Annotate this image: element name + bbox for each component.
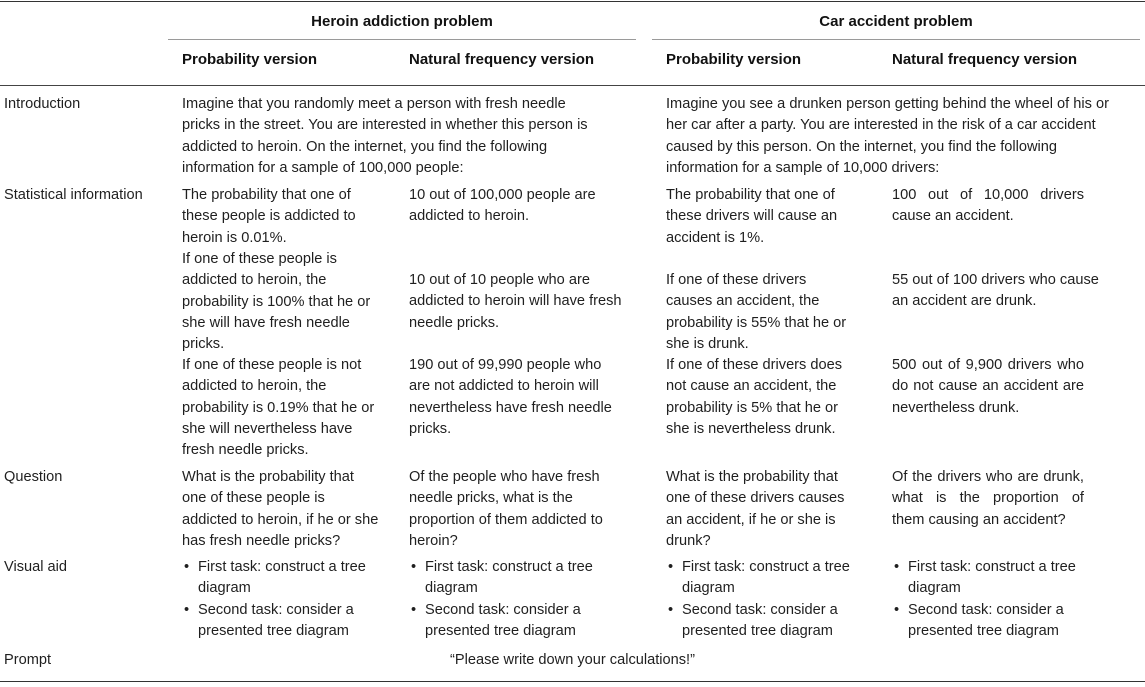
visual-aid-list-car-prob xyxy=(666,557,866,642)
visual-aid-item: • Second task: consider a presented tree diagram xyxy=(892,600,1092,643)
stat-heroin-prob-2: If one of these people is addicted to heroin, the probability is 100% that he or she will have fresh needle pricks. xyxy=(182,251,371,353)
visual-aid-item: • First task: construct a tree diagram xyxy=(409,557,609,600)
stat-car-prob-1: The probability that one of these drivers will cause an accident is 1%. xyxy=(666,187,838,246)
group-header-car: Car accident problem xyxy=(819,13,973,30)
stat-car-freq-1: 100 out of 10,000 drivers cause an accident. xyxy=(892,187,1084,225)
subheader-heroin-probability: Probability version xyxy=(182,51,318,68)
visual-aid-item: • Second task: consider a presented tree diagram xyxy=(409,600,609,643)
row-label-statistical-information: Statistical information xyxy=(4,187,143,203)
question-car-freq: Of the drivers who are drunk, what is the proportion of them causing an accident? xyxy=(892,469,1084,528)
stat-car-prob-2: If one of these drivers causes an accident, the probability is 55% that he or she is drunk. xyxy=(666,272,847,352)
header-bottom-rule xyxy=(0,85,1145,86)
row-label-visual-aid: Visual aid xyxy=(4,559,68,575)
visual-aid-item: • Second task: consider a presented tree diagram xyxy=(666,600,866,643)
stat-heroin-prob-3: If one of these people is not addicted to heroin, the probability is 0.19% that he or she will nevertheless have fresh needle pricks. xyxy=(182,357,375,459)
question-heroin-prob: What is the probability that one of these people is addicted to heroin, if he or she has fresh needle pricks? xyxy=(182,469,379,549)
question-car-prob: What is the probability that one of these drivers causes an accident, if he or she is drunk? xyxy=(666,469,845,549)
subheader-car-frequency: Natural frequency version xyxy=(892,51,1078,68)
stat-heroin-prob-1: The probability that one of these people is addicted to heroin is 0.01%. xyxy=(182,187,356,246)
visual-aid-list-car-freq xyxy=(892,557,1092,642)
top-rule xyxy=(0,1,1145,2)
intro-car: Imagine you see a drunken person getting behind the wheel of his or her car after a party. You are interested in the risk of a car accident caused by this person. On the internet, you find the following information for a sample of 10,000 drivers: xyxy=(666,96,1109,176)
stat-car-freq-2: 55 out of 100 drivers who cause an accident are drunk. xyxy=(892,272,1099,310)
visual-aid-item: • First task: construct a tree diagram xyxy=(182,557,382,600)
stat-heroin-freq-3: 190 out of 99,990 people who are not addicted to heroin will nevertheless have fresh needle pricks. xyxy=(409,357,612,437)
group-header-heroin: Heroin addiction problem xyxy=(311,13,493,30)
row-label-introduction: Introduction xyxy=(4,96,81,112)
visual-aid-item: • First task: construct a tree diagram xyxy=(666,557,866,600)
visual-aid-item: • First task: construct a tree diagram xyxy=(892,557,1092,600)
prompt-text: “Please write down your calculations!” xyxy=(450,652,695,668)
visual-aid-list-heroin-freq xyxy=(409,557,609,642)
intro-heroin: Imagine that you randomly meet a person with fresh needle pricks in the street. You are interested in whether this person is addicted to heroin. On the internet, you find the following information for a sample of 100,000 people: xyxy=(182,96,588,176)
subheader-heroin-frequency: Natural frequency version xyxy=(409,51,595,68)
stat-car-freq-3: 500 out of 9,900 drivers who do not cause an accident are nevertheless drunk. xyxy=(892,357,1084,416)
stat-heroin-freq-1: 10 out of 100,000 people are addicted to heroin. xyxy=(409,187,596,225)
visual-aid-list-heroin-prob xyxy=(182,557,382,642)
group2-underline xyxy=(652,39,1140,40)
bottom-rule xyxy=(0,681,1145,682)
stat-heroin-freq-2: 10 out of 10 people who are addicted to heroin will have fresh needle pricks. xyxy=(409,272,622,331)
question-heroin-freq: Of the people who have fresh needle pricks, what is the proportion of them addicted to heroin? xyxy=(409,469,603,549)
subheader-car-probability: Probability version xyxy=(666,51,802,68)
stat-car-prob-3: If one of these drivers does not cause an accident, the probability is 5% that he or she is nevertheless drunk. xyxy=(666,357,843,437)
group1-underline xyxy=(168,39,636,40)
visual-aid-item: • Second task: consider a presented tree diagram xyxy=(182,600,382,643)
row-label-prompt: Prompt xyxy=(4,652,52,668)
row-label-question: Question xyxy=(4,469,63,485)
